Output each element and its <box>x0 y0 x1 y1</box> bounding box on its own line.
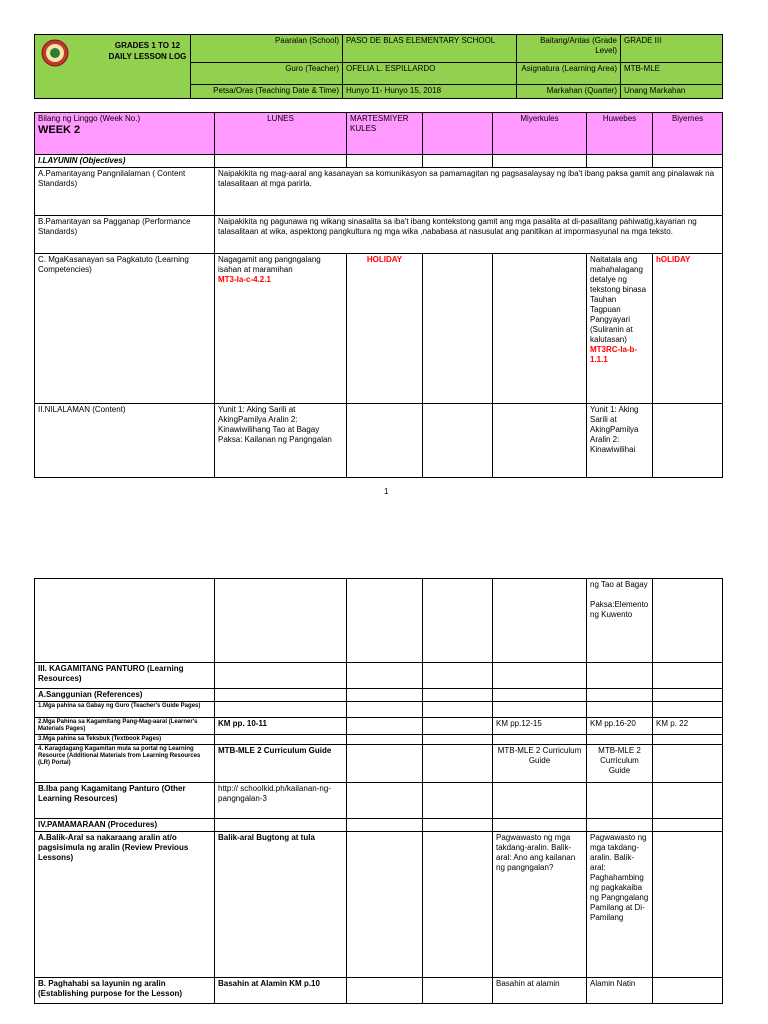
day-friday: Biyernes <box>653 113 723 155</box>
competency-monday-text: Nagagamit ang pangngalang isahan at maramihan <box>218 255 321 274</box>
review-wednesday: Pagwawasto ng mga takdang-aralin. Balik-aral: Ano ang kailanan ng pangngalan? <box>493 832 587 978</box>
competency-monday-code: MT3-Ia-c-4.2.1 <box>218 275 271 284</box>
other-resources-label: B.Iba pang Kagamitang Panturo (Other Learning Resources) <box>35 783 215 819</box>
content-label: II.NILALAMAN (Content) <box>35 404 215 478</box>
lr-label: 4. Karagdagang Kagamitan mula sa portal ng Learning Resource (Additional Materials from Learning Resources (LR) Portal) <box>35 745 215 783</box>
holiday-tuesday: HOLIDAY <box>347 254 423 404</box>
competency-monday <box>215 254 347 404</box>
lr-thursday: MTB-MLE 2 Curriculum Guide <box>587 745 653 783</box>
content-thursday-cont-2: Paksa:Elemento ng Kuwento <box>590 600 649 619</box>
procedures-heading: IV.PAMAMARAAN (Procedures) <box>35 819 215 832</box>
subject-value: MTB-MLE <box>621 63 723 85</box>
deped-seal-icon <box>41 39 69 67</box>
teacher-value: OFELIA L. ESPILLARDO <box>343 63 517 85</box>
content-thursday-cont <box>587 579 653 663</box>
tg-label: 1.Mga pahina sa Gabay ng Guro (Teacher's Guide Pages) <box>35 702 215 718</box>
lm-monday: KM pp. 10-11 <box>215 718 347 735</box>
tb-label: 3.Mga pahina sa Teksbuk (Textbook Pages) <box>35 735 215 745</box>
competency-thursday-code: MT3RC-Ia-b-1.1.1 <box>590 345 638 364</box>
lesson-table-page-2 <box>34 578 723 1004</box>
content-thursday-cont-1: ng Tao at Bagay <box>590 580 648 589</box>
week-value: WEEK 2 <box>38 124 81 136</box>
quarter-value: Unang Markahan <box>621 85 723 99</box>
day-blank <box>423 113 493 155</box>
competency-label: C. MgaKasanayan sa Pagkatuto (Learning Competencies) <box>35 254 215 404</box>
purpose-monday: Basahin at Alamin KM p.10 <box>215 978 347 1004</box>
teacher-label: Guro (Teacher) <box>191 63 343 85</box>
purpose-thursday: Alamin Natin <box>587 978 653 1004</box>
lm-label: 2.Mga Pahina sa Kagamitang Pang-Mag-aaral (Learner's Materials Pages) <box>35 718 215 735</box>
grade-label: Baitang/Antas (Grade Level) <box>517 35 621 63</box>
day-tuesday: MARTESMIYER KULES <box>347 113 423 155</box>
objectives-heading: I.LAYUNIN (Objectives) <box>35 155 215 168</box>
header-title-2: DAILY LESSON LOG <box>108 52 187 61</box>
content-std-label: A.Pamantayang Pangnilalaman ( Content Standards) <box>35 168 215 216</box>
competency-thursday-text: Naitatala ang mahahalagang detalye ng tekstong binasa Tauhan Tagpuan Pangyayari (Suliranin at kalutasan) <box>590 255 647 344</box>
review-label: A.Balik-Aral sa nakaraang aralin at/o pagsisimula ng aralin (Review Previous Lessons) <box>35 832 215 978</box>
day-monday: LUNES <box>215 113 347 155</box>
lr-wednesday: MTB-MLE 2 Curriculum Guide <box>493 745 587 783</box>
lm-friday: KM p. 22 <box>653 718 723 735</box>
content-std-value: Naipakikita ng mag-aaral ang kasanayan sa komunikasyon sa pamamagitan ng pagsasalaysay ng iba't ibang paksa gamit ang pinalawak na talasalitaan at mga parirla. <box>215 168 723 216</box>
review-monday: Balik-aral Bugtong at tula <box>215 832 347 978</box>
day-wednesday: Miyerkules <box>493 113 587 155</box>
holiday-friday: hOLIDAY <box>653 254 723 404</box>
date-value: Hunyo 11- Hunyo 15, 2018 <box>343 85 517 99</box>
header-table <box>34 34 723 99</box>
perf-std-label: B.Pamantayan sa Pagganap (Performance Standards) <box>35 216 215 254</box>
other-resources-link[interactable]: http:// schoolkid.ph/kailanan-ng-pangngalan-3 <box>215 783 347 819</box>
school-label: Paaralan (School) <box>191 35 343 63</box>
content-thursday: Yunit 1: Aking Sarili at AkingPamilya Aralin 2: Kinawiwilihai <box>587 404 653 478</box>
content-monday: Yunit 1: Aking Sarili at AkingPamilya Aralin 2: Kinawiwilihang Tao at Bagay Paksa: Kailanan ng Pangngalan <box>215 404 347 478</box>
lm-thursday: KM pp.16-20 <box>587 718 653 735</box>
header-title-1: GRADES 1 TO 12 <box>114 41 181 50</box>
date-label: Petsa/Oras (Teaching Date & Time) <box>191 85 343 99</box>
day-thursday: Huwebes <box>587 113 653 155</box>
grade-value: GRADE III <box>621 35 723 63</box>
materials-heading: III. KAGAMITANG PANTURO (Learning Resources) <box>35 663 215 689</box>
header-title-cell <box>35 35 191 99</box>
purpose-label: B. Paghahabi sa layunin ng aralin (Establishing purpose for the Lesson) <box>35 978 215 1004</box>
school-value: PASO DE BLAS ELEMENTARY SCHOOL <box>343 35 517 63</box>
page-number: 1 <box>384 487 389 496</box>
lesson-table-page-1 <box>34 112 723 478</box>
quarter-label: Markahan (Quarter) <box>517 85 621 99</box>
subject-label: Asignatura (Learning Area) <box>517 63 621 85</box>
perf-std-value: Naipakikita ng pagunawa ng wikang sinasalita sa iba't ibang kontekstong gamit ang mga pasalita at di-pasalitang pahiwatig,kayarian ng talasalitaan at wika, aspektong pangkultura ng mga wika ,nababasa at nasusulat ang panitikan at impormasyunal na mga teksto. <box>215 216 723 254</box>
lr-monday: MTB-MLE 2 Curriculum Guide <box>215 745 347 783</box>
review-thursday: Pagwawasto ng mga takdang-aralin. Balik-aral: Paghahambing ng pagkakaiba ng Pangngalang Pamilang at Di-Pamilang <box>587 832 653 978</box>
references-heading: A.Sanggunian (References) <box>35 689 215 702</box>
purpose-wednesday: Basahin at alamin <box>493 978 587 1004</box>
week-cell <box>35 113 215 155</box>
week-label: Bilang ng Linggo (Week No.) <box>38 114 141 123</box>
competency-thursday <box>587 254 653 404</box>
lm-wednesday: KM pp.12-15 <box>493 718 587 735</box>
